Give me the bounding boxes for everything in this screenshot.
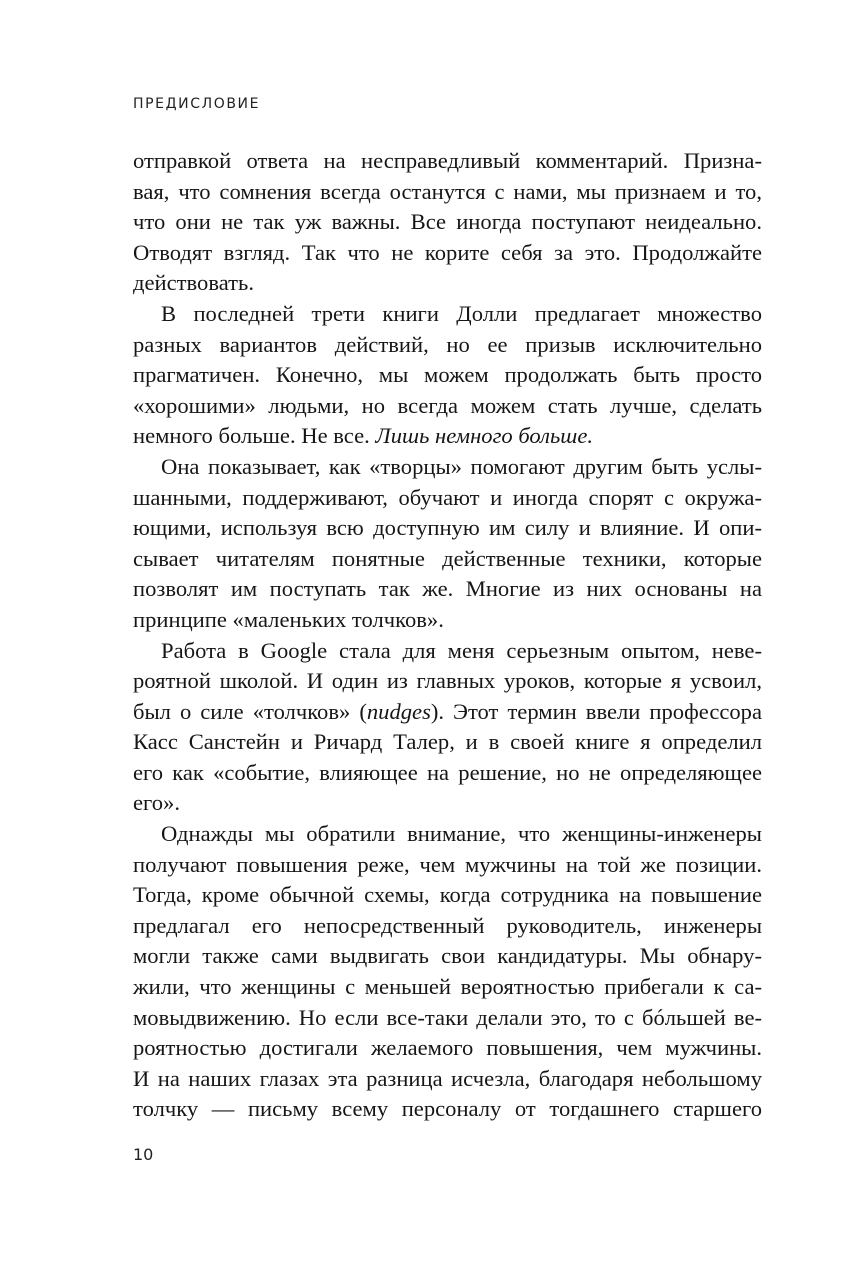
text-line: его как «событие, влияющее на решение, но не определяющее — [133, 759, 762, 785]
text-line: жили, что женщины с меньшей вероятностью прибегали к са- — [133, 974, 762, 1000]
text-line: что они не так уж важны. Все иногда поступают неидеально. — [133, 209, 762, 235]
italic-phrase: Лишь немного больше. — [375, 423, 594, 449]
italic-term: nudges — [366, 698, 431, 724]
text-line — [133, 697, 762, 728]
paragraph-1 — [133, 146, 762, 299]
text-line: роятностью достигали желаемого повышения, чем мужчины. — [133, 1035, 762, 1061]
text-line: позволят им поступать так же. Многие из них основаны на — [133, 576, 762, 602]
text-line: Однажды мы обратили внимание, что женщины-инженеры — [161, 821, 762, 847]
text-line: вая, что сомнения всегда останутся с нами, мы признаем и то, — [133, 178, 762, 204]
page-number: 10 — [133, 1145, 154, 1164]
text-line: Она показывает, как «творцы» помогают другим быть услы- — [161, 453, 762, 479]
text-line: действовать. — [133, 270, 254, 296]
text-line: отправкой ответа на несправедливый комментарий. Призна- — [133, 148, 762, 173]
text-line: прагматичен. Конечно, мы можем продолжать быть просто — [133, 362, 762, 388]
text-line: принципе «маленьких толчков». — [133, 606, 444, 632]
text-line: толчку — письму всему персоналу от тогдашнего старшего — [133, 1096, 762, 1122]
paragraph-2 — [133, 299, 762, 452]
text-line: Работа в Google стала для меня серьезным опытом, неве- — [161, 637, 762, 663]
text-line: его». — [133, 790, 180, 816]
text-line: В последней трети книги Долли предлагает множество — [161, 300, 762, 326]
body-text — [133, 146, 762, 1125]
text-line: И на наших глазах эта разница исчезла, благодаря небольшому — [133, 1065, 762, 1091]
text-line: шанными, поддерживают, обучают и иногда спорят с окружа- — [133, 484, 762, 510]
text-line: роятной школой. И один из главных уроков, которые я усвоил, — [133, 668, 762, 694]
text-line: разных вариантов действий, но ее призыв исключительно — [133, 331, 762, 357]
text-line: Касс Санстейн и Ричард Талер, и в своей книге я определил — [133, 729, 762, 755]
text-run: был о силе «толчков» ( — [133, 698, 367, 724]
text-run: ). Этот термин ввели профессора — [430, 698, 762, 724]
text-line: получают повышения реже, чем мужчины на той же позиции. — [133, 851, 762, 877]
text-line: Отводят взгляд. Так что не корите себя за это. Продолжайте — [133, 239, 762, 265]
text-line: Тогда, кроме обычной схемы, когда сотрудника на повышение — [133, 882, 762, 908]
text-run: немного больше. Не все. — [133, 423, 376, 449]
paragraph-5 — [133, 819, 762, 1125]
text-line: «хорошими» людьми, но всегда можем стать лучше, сделать — [133, 392, 762, 418]
text-line — [133, 421, 762, 452]
text-line: предлагал его непосредственный руководитель, инженеры — [133, 912, 762, 938]
paragraph-4 — [133, 636, 762, 820]
text-line: мовыдвижению. Но если все-таки делали это, то с бóльшей ве- — [133, 1004, 762, 1030]
text-line: могли также сами выдвигать свои кандидатуры. Мы обнару- — [133, 943, 762, 969]
running-head: ПРЕДИСЛОВИЕ — [133, 96, 261, 112]
text-line: сывает читателям понятные действенные техники, которые — [133, 545, 762, 571]
text-line: ющими, используя всю доступную им силу и влияние. И опи- — [133, 515, 762, 541]
paragraph-3 — [133, 452, 762, 636]
